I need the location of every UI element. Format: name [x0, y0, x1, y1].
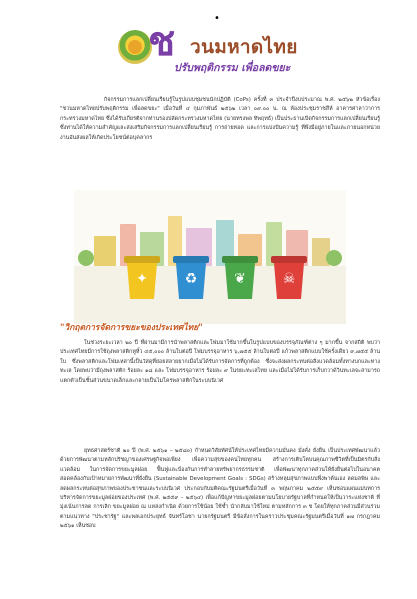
tree-icon [326, 250, 342, 266]
city-building [94, 236, 116, 266]
bin-lid [222, 256, 258, 263]
plastic-crisis-paragraph: ในช่วงระยะเวลา ๒๐ ปี ที่ผ่านมามีการนำพลาสติกและโฟมมาใช้มากขึ้นในรูปแบบของบรรจุภัณฑ์ต่าง ๆ มากขึ้น จากสถิติ พบว่า ประเทศไทยมีการใช้ถุงพลาสติกหูหิ้ว ๔๕,๐๐๐ ล้านใบต่อปี โฟมบรรจุอาหาร ๖,๗๕๕ ล้านใบต่อปี แก้วพลาสติกแบบใช้ครั้งเดียว ๙,๗๕๕ ล้านใบ ซึ่งพลาสติกและโฟมเหล่านี้เป็นวัสดุที่ย่อยสลายยากเมื่อไม่ได้รับการจัดการที่ถูกต้อง ซึ่งจะส่งผลกระทบต่อสิ่งแวดล้อมทั้งทางบกและทางทะเล โดยพบว่ามีถุงพลาสติก ร้อยละ ๑๘ และ โฟมบรรจุอาหาร ร้อยละ ๙ ในขยะทะเลไทย และเมื่อไม่ได้รับการเก็บกวาด้วินทะเลจะสามารถแตกตัวเป็นชิ้นส่วนขนาดเล็กและกลายเป็นไมโครพลาสติกในระบบนิเวศ [60, 340, 380, 384]
blue-bin [175, 256, 207, 300]
logo-big-letter: ช [148, 18, 176, 65]
fish-bone-icon: ✦ [136, 271, 148, 287]
section-heading: "วิกฤตการจัดการขยะของประเทศไทย" [60, 323, 203, 333]
national-strategy-paragraph: ยุทธศาสตร์ชาติ ๒๐ ปี (พ.ศ. ๒๕๖๑ – ๒๕๘๐) กำหนดวิสัยทัศน์ให้ประเทศไทยมีความมั่นคง มั่งคั่ง ยั่งยืน เป็นประเทศพัฒนาแล้ว ด้วยการพัฒนาตามหลักปรัชญาของเศรษฐกิจพอเพียง เพื่อความสุขของคนไทยทุกคน สร้างการเติบโตบนคุณภาพชีวิตที่เป็นมิตรกับสิ่งแวดล้อม ในการจัดการขยะมูลฝอย ฟื้นฟูและป้องกันการทำลายทรัพยากรธรรมชาติ เพื่อพัฒนาทุกภาคส่วนให้ยั่งยืนต่อไปในอนาคต สอดคล้องกับเป้าหมายการพัฒนาที่ยั่งยืน (Sustainable Development Goals : SDGs) สร้างหลุมสุขภาพแบบพึ่งพาต้นเอง ลดมลพิษ และลดผลกระทบต่อสุขภาพของประชาชนและระบบนิเวศ ประกอบกับมติคณะรัฐมนตรีเมื่อวันที่ ๓ พฤษภาคม ๒๕๕๙ เห็นชอบแผนแม่บทการบริหารจัดการขยะมูลฝอยของประเทศ (พ.ศ. ๒๕๕๙ – ๒๕๖๔) เพื่อแก้ปัญหาขยะมูลฝอยตามนโยบายรัฐบาลที่กำหนดให้เป็นวาระแห่งชาติ ที่มุ่งเน้นการลด การเลิก ขยะมูลฝอย ณ แหล่งกำเนิด ด้วยการใช้น้อย ใช้ซ้ำ นำกลับมาใช้ใหม่ ตามหลักการ ๓ ช โดยให้ทุกภาคส่วนมีส่วนร่วมตามแนวทาง "ประชารัฐ" และพลเอกประยุทธ์ จันทร์โอชา นายกรัฐมนตรี มีข้อสั่งการในคราวประชุมคณะรัฐมนตรีเมื่อวันที่ ๑๗ กรกฎาคม ๒๕๖๑ เห็นชอบ [60, 448, 380, 530]
intro-paragraph: กิจกรรมการแลกเปลี่ยนเรียนรู้ในรูปแบบชุมชนนักปฏิบัติ (CoPs) ครั้งที่ ๓ ประจำปีงบประมาณ พ.ศ. ๒๕๖๒ หัวข้อเรื่อง "ชวนมหาดไทยปรับพฤติกรรม เพื่อลดขยะ" เมื่อวันที่ ๔ กุมภาพันธ์ ๒๕๖๒ เวลา ๐๙.๐๐ น. ณ ห้องประชุมราชสีห์ อาคารศาลาว่าการกระทรวงมหาดไทย ซึ่งได้รับเกียรติจากท่านรองปลัดกระทรวงมหาดไทย (นายทรงพล ทิพฤทธ์) เป็นประธานเปิดกิจกรรมการแลกเปลี่ยนเรียนรู้ ซึ่งท่านได้ให้ความสำคัญและส่งเสริมกิจกรรมการแลกเปลี่ยนเรียนรู้ การถ่ายทอด และการแบ่งปันความรู้ ที่พึงมีอยู่ภายในและภายนอกหน่วยงานอันส่งผลให้เกิดประโยชน์ต่อบุคลากร [60, 97, 380, 141]
logo-title: วนมหาดไทย [190, 36, 298, 58]
bin-lid [173, 256, 209, 263]
waste-bins-illustration [74, 190, 346, 324]
campaign-logo [118, 18, 318, 84]
yellow-bin [126, 256, 158, 300]
logo-subtitle: ปรับพฤติกรรม เพื่อลดขยะ [174, 62, 291, 74]
leaf-icon: ❦ [234, 271, 246, 287]
red-bin [273, 256, 305, 300]
tree-icon [78, 250, 94, 266]
illustration-ground [74, 266, 346, 324]
bin-lid [124, 256, 160, 263]
green-bin [224, 256, 256, 300]
bin-lid [271, 256, 307, 263]
hazard-skull-icon: ☠ [282, 271, 296, 287]
page-marker: • [214, 13, 220, 24]
recycle-bottle-icon: ♻ [184, 271, 198, 287]
ministry-seal-icon [118, 30, 152, 64]
